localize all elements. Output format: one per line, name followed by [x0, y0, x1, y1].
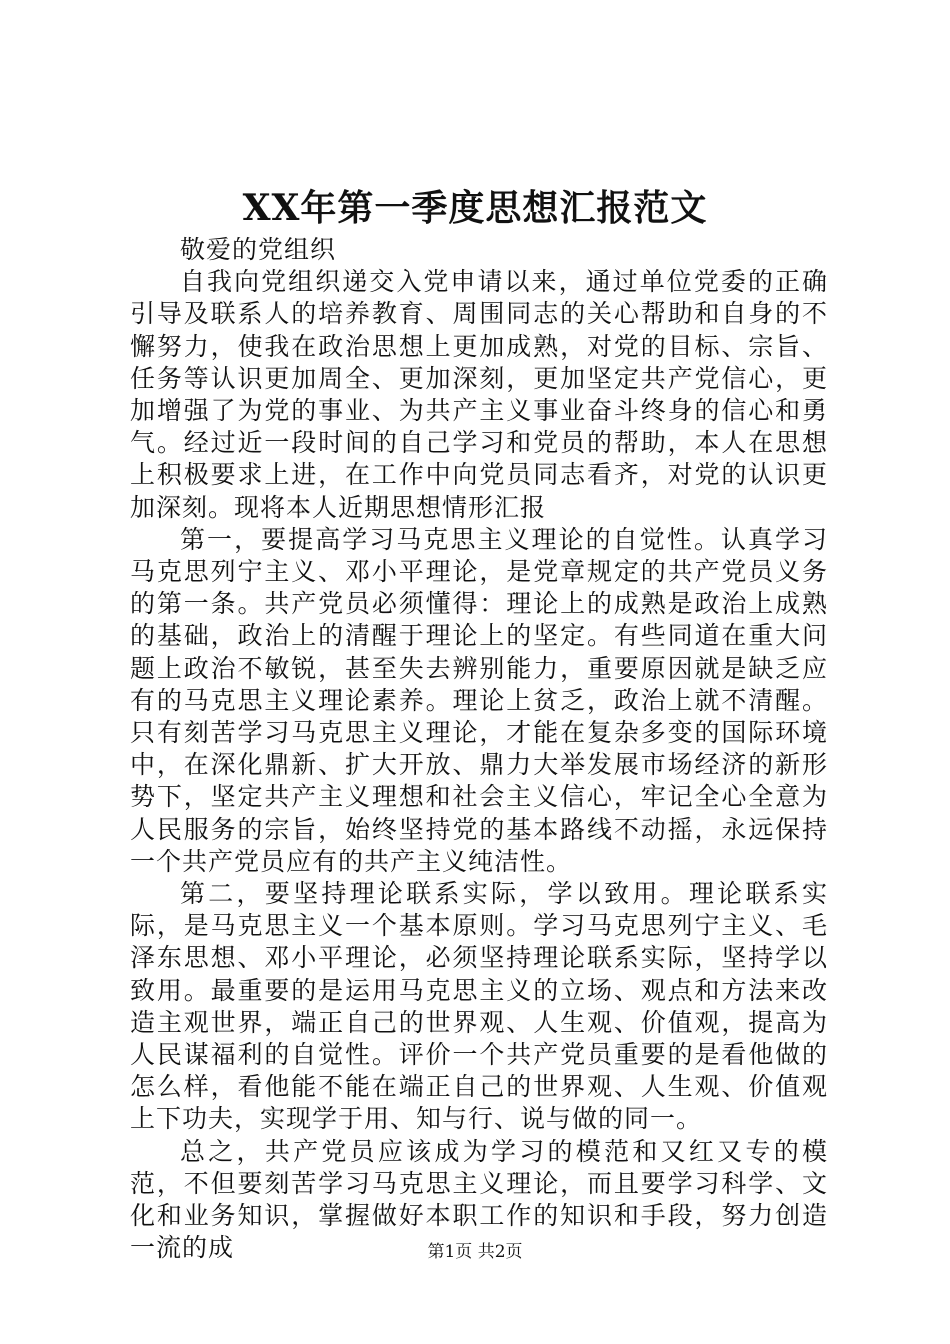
document-body — [130, 234, 828, 1265]
salutation: 敬爱的党组织 — [180, 235, 337, 264]
page-number-footer: 第1页 共2页 — [427, 1242, 523, 1262]
paragraph-first-point: 第一，要提高学习马克思主义理论的自觉性。认真学习马克思列宁主义、邓小平理论，是党章规定的共产党员义务的第一条。共产党员必须懂得：理论上的成熟是政治上成熟的基础，政治上的清醒于理论上的坚定。有些同道在重大问题上政治不敏锐，甚至失去辨别能力，重要原因就是缺乏应有的马克思主义理论素养。理论上贫乏，政治上就不清醒。只有刻苦学习马克思主义理论，才能在复杂多变的国际环境中，在深化鼎新、扩大开放、鼎力大举发展市场经济的新形势下，坚定共产主义理想和社会主义信心，牢记全心全意为人民服务的宗旨，始终坚持党的基本路线不动摇，永远保持一个共产党员应有的共产主义纯洁性。 — [130, 524, 828, 876]
paragraph-conclusion: 总之，共产党员应该成为学习的模范和又红又专的模范，不但要刻苦学习马克思主义理论，而且要学习科学、文化和业务知识，掌握做好本职工作的知识和手段，努力创造一流的成 — [130, 1136, 828, 1263]
page-title: XX年第一季度思想汇报范文 — [242, 187, 708, 229]
paragraph-second-point: 第二，要坚持理论联系实际，学以致用。理论联系实际，是马克思主义一个基本原则。学习马克思列宁主义、毛泽东思想、邓小平理论，必须坚持理论联系实际，坚持学以致用。最重要的是运用马克思主义的立场、观点和方法来改造主观世界，端正自己的世界观、人生观、价值观，提高为人民谋福利的自觉性。评价一个共产党员重要的是看他做的怎么样，看他能不能在端正自己的世界观、人生观、价值观上下功夫，实现学于用、知与行、说与做的同一。 — [130, 879, 828, 1134]
paragraph-intro: 自我向党组织递交入党申请以来，通过单位党委的正确引导及联系人的培养教育、周围同志的关心帮助和自身的不懈努力，使我在政治思想上更加成熟，对党的目标、宗旨、任务等认识更加周全、更加深刻，更加坚定共产党信心，更加增强了为党的事业、为共产主义事业奋斗终身的信心和勇气。经过近一段时间的自己学习和党员的帮助，本人在思想上积极要求上进，在工作中向党员同志看齐，对党的认识更加深刻。现将本人近期思想情形汇报 — [130, 267, 828, 522]
